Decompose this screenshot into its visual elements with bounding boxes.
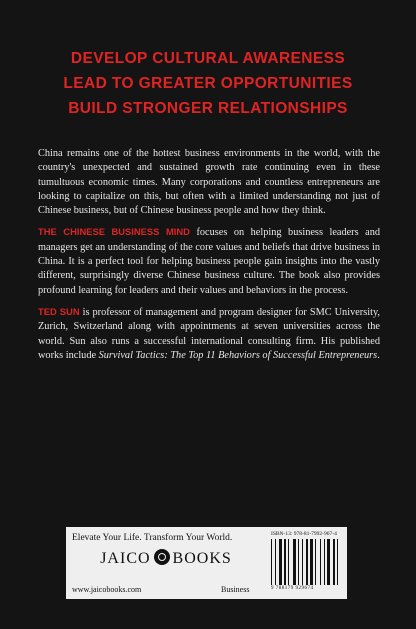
barcode-number: 9 788179 929674	[271, 586, 314, 591]
headline-block	[0, 46, 416, 121]
book-title-lead: THE CHINESE BUSINESS MIND	[38, 226, 190, 238]
headline-3: BUILD STRONGER RELATIONSHIPS	[68, 100, 348, 117]
barcode-bar	[327, 539, 330, 585]
publisher-logo	[66, 549, 266, 568]
barcode	[271, 539, 341, 585]
other-book-title: Survival Tactics: The Top 11 Behaviors of Successful Entrepreneurs	[98, 349, 378, 361]
author-bio-end: .	[377, 349, 380, 361]
publisher-seal-icon	[154, 549, 170, 565]
blurb	[38, 147, 380, 370]
headline-2: LEAD TO GREATER OPPORTUNITIES	[63, 75, 353, 92]
paragraph-book	[38, 225, 380, 297]
logo-text-right: BOOKS	[172, 550, 232, 567]
publisher-box	[66, 527, 347, 599]
barcode-bar	[310, 539, 313, 585]
barcode-bar	[279, 539, 282, 585]
author-name: TED SUN	[38, 305, 80, 317]
publisher-tagline: Elevate Your Life. Transform Your World.	[72, 533, 233, 543]
publisher-website: www.jaicobooks.com	[72, 585, 142, 594]
book-category: Business	[221, 585, 250, 594]
paragraph-intro: China remains one of the hottest business environments in the world, with the country's unexpected and sustained growth rate continuing even in these tumultuous economic times. Many corporations and countless entrepreneurs are looking to capitalize on this, but often with a limited understanding not just of Chinese business, but of Chinese business people and how they think.	[38, 148, 380, 217]
book-description: focuses on helping business leaders and managers get an understanding of the core values and beliefs that drive business in China. It is a perfect tool for helping business people gain insights into the vastly different, surprisingly diverse Chinese business culture. The book also provides profound learning for leaders and their values and behaviors in the process.	[38, 227, 380, 296]
logo-text-left: JAICO	[100, 550, 151, 567]
barcode-bar	[293, 539, 296, 585]
isbn: ISBN-13: 978-81-7992-967-4	[271, 531, 337, 537]
paragraph-author	[38, 305, 380, 363]
headline-1: DEVELOP CULTURAL AWARENESS	[70, 50, 346, 67]
barcode-bar	[339, 539, 341, 585]
author-bio: is professor of management and program designer for SMC University, Zurich, Switzerland along with appointments at seven universities across the world. Sun also runs a successful international consulting firm. His published works include	[38, 306, 381, 361]
